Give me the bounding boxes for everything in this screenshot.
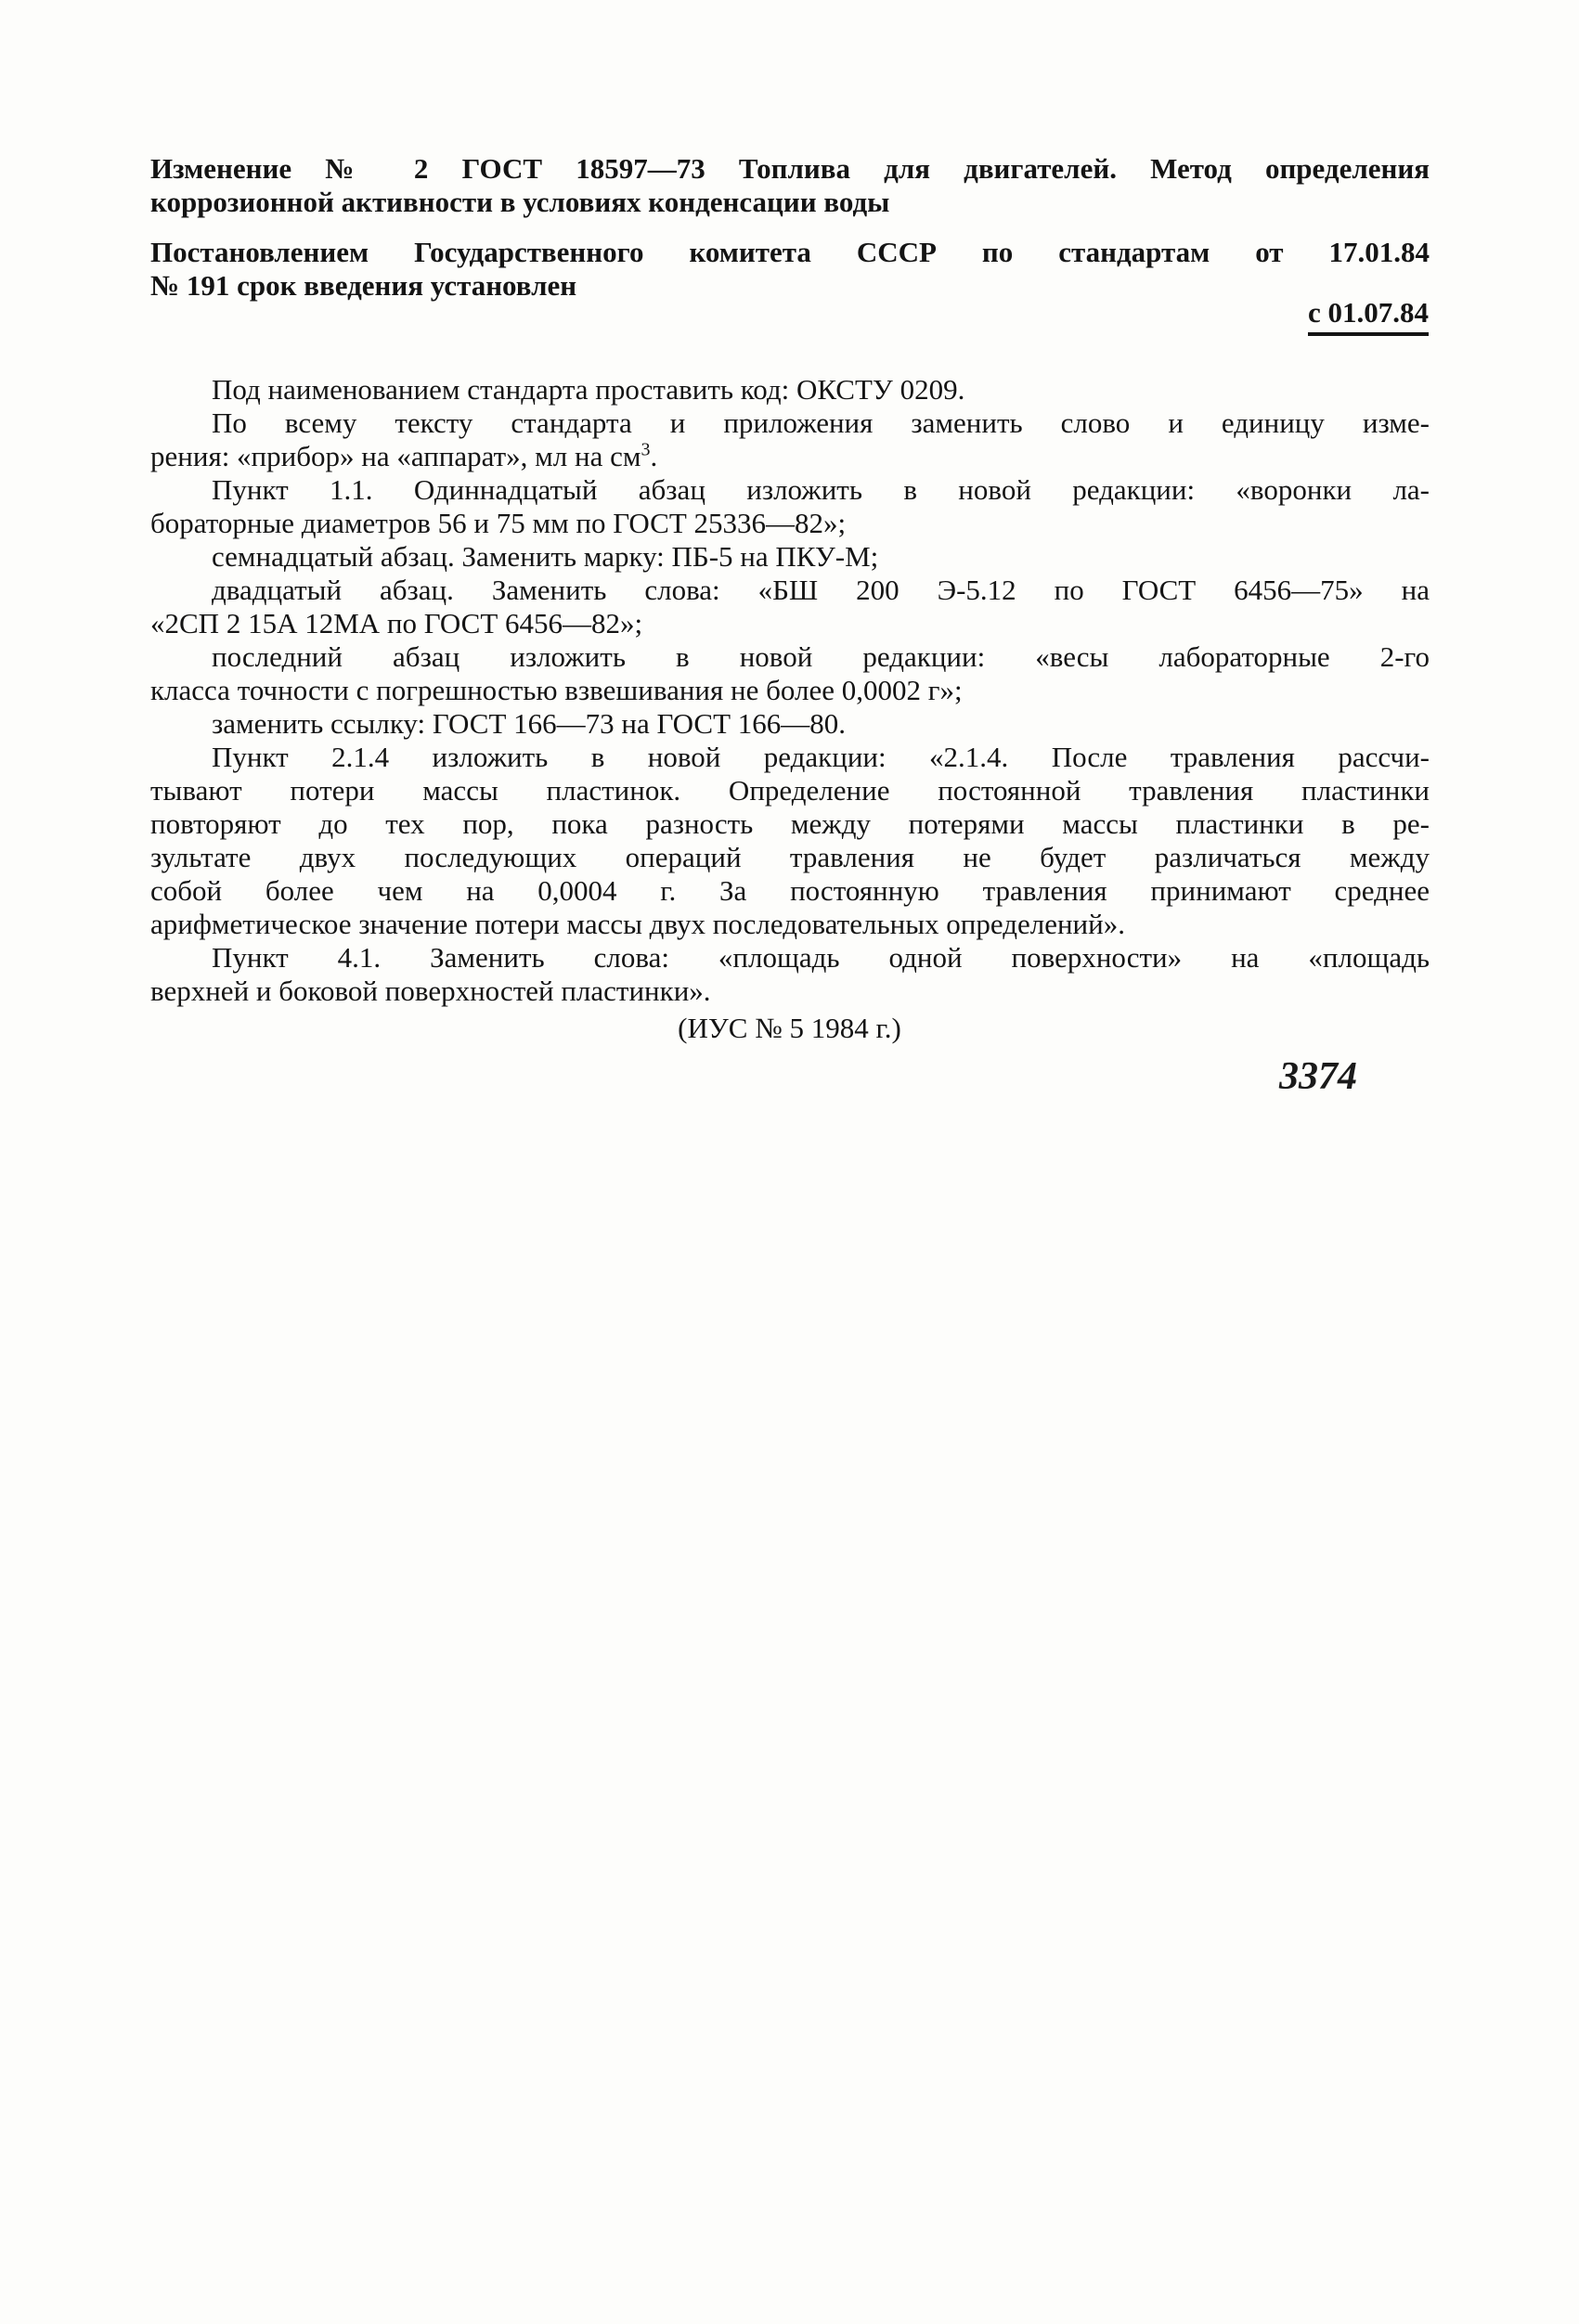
body-line-9: последний абзац изложить в новой редакции: «весы лабораторные 2-го bbox=[212, 640, 1430, 673]
body-line-15: зультате двух последующих операций травления не будет различаться между bbox=[150, 841, 1430, 873]
body-line-8: «2СП 2 15А 12МА по ГОСТ 6456—82»; bbox=[150, 607, 643, 639]
body-line-12: Пункт 2.1.4 изложить в новой редакции: «2.1.4. После травления рассчи- bbox=[212, 741, 1430, 773]
unit-superscript: 3 bbox=[641, 439, 651, 460]
decree-line-1: Постановлением Государственного комитета СССР по стандартам от 17.01.84 bbox=[150, 236, 1430, 268]
body-line-4: Пункт 1.1. Одиннадцатый абзац изложить в новой редакции: «воронки ла- bbox=[212, 473, 1430, 506]
body-line-5: бораторные диаметров 56 и 75 мм по ГОСТ 25336—82»; bbox=[150, 507, 847, 539]
body-line-7: двадцатый абзац. Заменить слова: «БШ 200 Э-5.12 по ГОСТ 6456—75» на bbox=[212, 574, 1430, 606]
effective-date: с 01.07.84 bbox=[1308, 295, 1429, 336]
body-line-10: класса точности с погрешностью взвешивания не более 0,0002 г»; bbox=[150, 674, 963, 706]
body-line-3 bbox=[150, 440, 1430, 473]
source-reference: (ИУС № 5 1984 г.) bbox=[678, 1012, 901, 1044]
body-line-6: семнадцатый абзац. Заменить марку: ПБ-5 на ПКУ-М; bbox=[212, 540, 879, 573]
page-number: 3374 bbox=[1279, 1055, 1357, 1098]
body-line-14: повторяют до тех пор, пока разность между потерями массы пластинки в ре- bbox=[150, 807, 1430, 840]
body-line-16: собой более чем на 0,0004 г. За постоянную травления принимают среднее bbox=[150, 874, 1430, 907]
body-line-11: заменить ссылку: ГОСТ 166—73 на ГОСТ 166—80. bbox=[212, 707, 847, 740]
body-line-19: верхней и боковой поверхностей пластинки». bbox=[150, 975, 711, 1007]
body-line-1: Под наименованием стандарта проставить код: ОКСТУ 0209. bbox=[212, 373, 965, 406]
decree-line-2: № 191 срок введения установлен bbox=[150, 269, 577, 302]
body-line-3-text: рения: «прибор» на «аппарат», мл на см bbox=[150, 440, 641, 472]
body-line-13: тывают потери массы пластинок. Определение постоянной травления пластинки bbox=[150, 774, 1430, 807]
amendment-title-line-2: коррозионной активности в условиях конденсации воды bbox=[150, 186, 890, 218]
body-line-18: Пункт 4.1. Заменить слова: «площадь одной поверхности» на «площадь bbox=[212, 941, 1430, 974]
amendment-title-line-1: Изменение № 2 ГОСТ 18597—73 Топлива для двигателей. Метод определения bbox=[150, 152, 1430, 185]
body-line-17: арифметическое значение потери массы двух последовательных определений». bbox=[150, 908, 1125, 940]
body-line-2: По всему тексту стандарта и приложения заменить слово и единицу изме- bbox=[212, 407, 1430, 439]
unit-suffix: . bbox=[650, 440, 658, 472]
